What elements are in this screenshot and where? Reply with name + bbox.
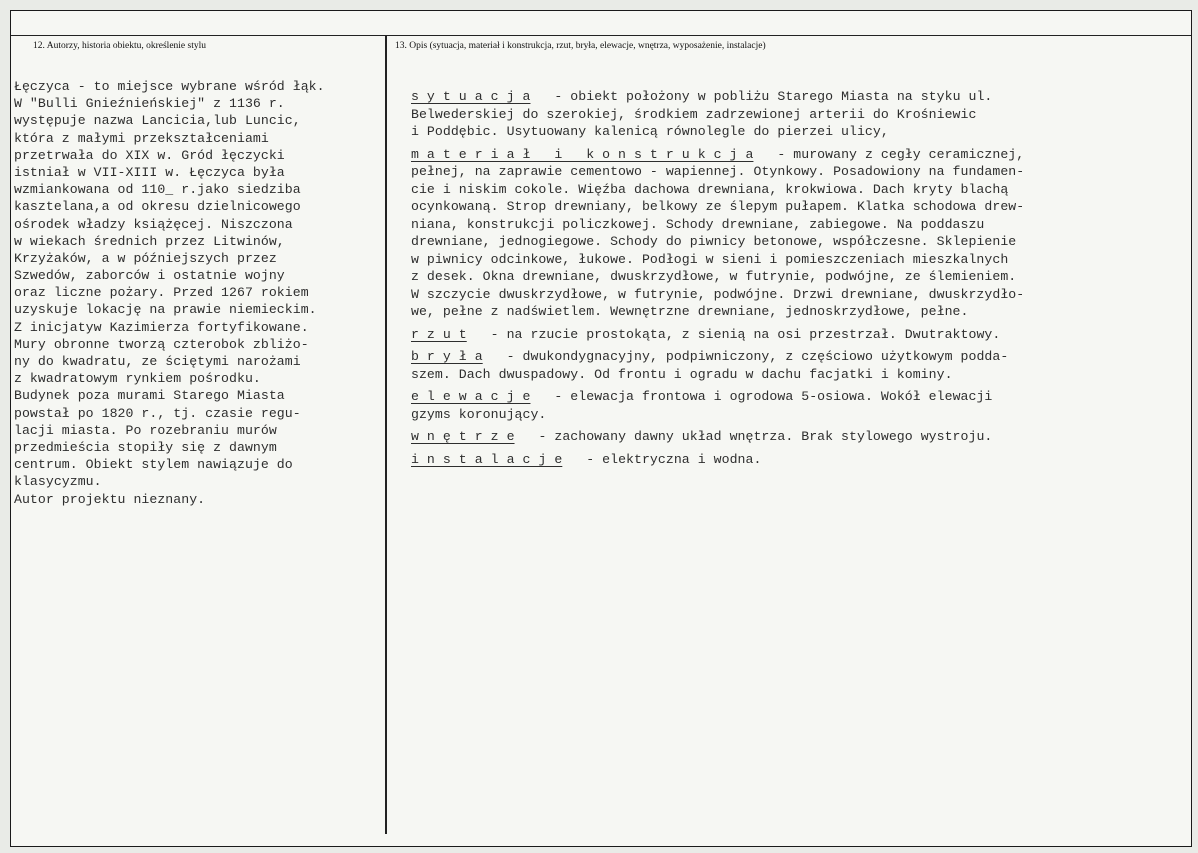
history-line: Łęczyca - to miejsce wybrane wśród łąk. [14, 79, 325, 94]
section-first-line [411, 388, 1024, 406]
history-line: powstał po 1820 r., tj. czasie regu- [14, 405, 301, 421]
history-line: występuje nazwa Lancicia,lub Luncic, [14, 113, 301, 129]
section-line [411, 406, 1024, 424]
section-text: szem. Dach dwuspadowy. Od frontu i ogradu w dachu facjatki i kominy. [411, 366, 953, 382]
history-line: ośrodek władzy książęcej. Niszczona [14, 216, 293, 232]
section-text: pełnej, na zaprawie cementowo - wapiennej. Otynkowy. Posadowiony na fundamen- [411, 164, 1025, 179]
section-line [411, 198, 1024, 216]
section-text: i Poddębic. Usytuowany kalenicą równolegle do pierzei ulicy, [411, 124, 889, 139]
section-line [411, 233, 1024, 251]
right-column-header: 13. Opis (sytuacja, materiał i konstrukcja, rzut, bryła, elewacje, wnętrza, wyposażenie, instalacje) [395, 41, 766, 51]
section-first-line [411, 88, 1024, 106]
section-text: - dwukondygnacyjny, podpiwniczony, z częściowo użytkowym podda- [506, 349, 1009, 364]
section-text: niana, konstrukcji policzkowej. Schody drewniane, zabiegowe. Na poddaszu [411, 216, 985, 232]
history-line: lacji miasta. Po rozebraniu murów [14, 422, 277, 438]
section-line [411, 366, 1024, 384]
section-first-line [411, 348, 1024, 366]
history-line: centrum. Obiekt stylem nawiązuje do [14, 457, 293, 473]
history-line: klasycyzmu. [14, 474, 102, 490]
section-line [411, 106, 1024, 124]
section-line [411, 216, 1024, 234]
section-text: we, pełne z nadświetlem. Wewnętrzne drewniane, jednoskrzydłowe, pełne. [411, 304, 969, 319]
section-text: - zachowany dawny układ wnętrza. Brak stylowego wystroju. [538, 429, 993, 444]
section-text: ocynkowaną. Strop drewniany, belkowy ze ślepym pułapem. Klatka schodowa drew- [411, 199, 1025, 214]
history-line: która z małymi przekształceniami [14, 130, 269, 146]
history-line: Budynek poza murami Starego Miasta [14, 388, 285, 404]
section-first-line [411, 451, 1024, 469]
description-text [411, 88, 1024, 468]
section-line [411, 268, 1024, 286]
section-text: drewniane, jednogiegowe. Schody do piwnicy betonowe, współczesne. Sklepienie [411, 234, 1017, 249]
section-line [411, 181, 1024, 199]
history-line: Z inicjatyw Kazimierza fortyfikowane. [14, 319, 309, 335]
history-line: Krzyżaków, a w późniejszych przez [14, 250, 277, 266]
history-line: oraz liczne pożary. Przed 1267 rokiem [14, 285, 309, 301]
history-line: W "Bulli Gnieźnieńskiej" z 1136 r. [14, 96, 285, 112]
history-line: istniał w VII-XIII w. Łęczyca była [14, 164, 285, 180]
section-line [411, 251, 1024, 269]
history-line: wzmiankowana od 110_ r.jako siedziba [14, 182, 301, 198]
section-text: - obiekt położony w pobliżu Starego Miasta na styku ul. [554, 89, 993, 104]
section-first-line [411, 146, 1024, 164]
history-line: przetrwała do XIX w. Gród łęczycki [14, 147, 285, 163]
section-line [411, 123, 1024, 141]
left-column-header: 12. Autorzy, historia obiektu, określenie stylu [33, 41, 206, 51]
section-first-line [411, 326, 1024, 344]
section-text: - elewacja frontowa i ogrodowa 5-osiowa. Wokół elewacji [554, 389, 993, 404]
history-line: w wiekach średnich przez Litwinów, [14, 233, 285, 249]
section-first-line [411, 428, 1024, 446]
history-line: Autor projektu nieznany. [14, 491, 206, 507]
column-divider [385, 35, 387, 834]
section-line [411, 303, 1024, 321]
section-text: - na rzucie prostokąta, z sienią na osi przestrzał. Dwutraktowy. [490, 326, 1001, 342]
history-line: Szwedów, zaborców i ostatnie wojny [14, 268, 285, 284]
section-heading: w n ę t r z e [411, 429, 515, 444]
section-heading: b r y ł a [411, 349, 483, 364]
section-text: gzyms koronujący. [411, 406, 547, 422]
section-heading: m a t e r i a ł i k o n s t r u k c j a [411, 146, 754, 162]
section-heading: e l e w a c j e [411, 389, 531, 404]
section-line [411, 163, 1024, 181]
section-line [411, 286, 1024, 304]
section-text: Belwederskiej do szerokiej, środkiem zadrzewionej arterii do Krośniewic [411, 106, 977, 122]
section-text: - elektryczna i wodna. [586, 451, 762, 467]
header-rule [11, 35, 1191, 36]
section-text: - murowany z cegły ceramicznej, [777, 146, 1025, 162]
section-heading: i n s t a l a c j e [411, 451, 563, 467]
history-line: z kwadratowym rynkiem pośrodku. [14, 371, 261, 387]
section-text: cie i niskim cokole. Więźba dachowa drewniana, krokwiowa. Dach kryty blachą [411, 181, 1009, 197]
history-line: przedmieścia stopiły się z dawnym [14, 439, 277, 455]
section-text: w piwnicy odcinkowe, łukowe. Podłogi w sieni i pomieszczeniach mieszkalnych [411, 251, 1009, 267]
history-line: kasztelana,a od okresu dzielnicowego [14, 199, 301, 215]
section-text: W szczycie dwuskrzydłowe, w futrynie, podwójne. Drzwi drewniane, dwuskrzydło- [411, 286, 1025, 302]
section-text: z desek. Okna drewniane, dwuskrzydłowe, w futrynie, podwójne, ze ślemieniem. [411, 269, 1017, 284]
section-heading: s y t u a c j a [411, 89, 531, 104]
history-line: uzyskuje lokację na prawie niemieckim. [14, 302, 317, 318]
history-line: Mury obronne tworzą czterobok zbliżo- [14, 336, 309, 352]
history-text [14, 78, 325, 508]
history-line: ny do kwadratu, ze ściętymi narożami [14, 354, 301, 369]
section-heading: r z u t [411, 326, 467, 342]
